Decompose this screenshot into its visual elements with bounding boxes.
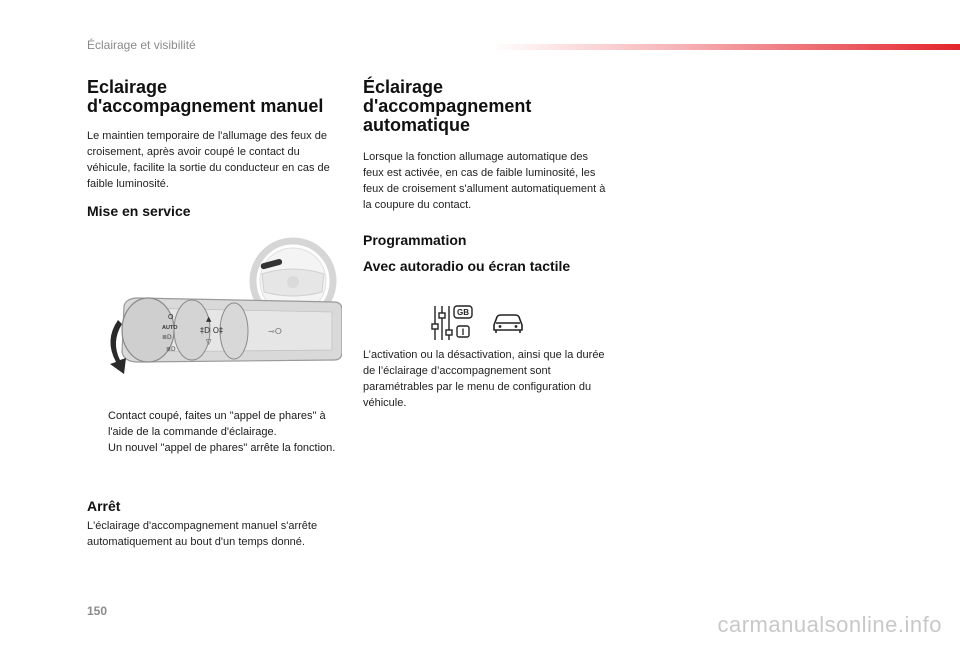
car-icon [491, 311, 525, 335]
activation-text: L’activation ou la désactivation, ainsi que la durée de l’éclairage d’accompagnement sont paramétrables par le menu de configuration du véhicule. [363, 349, 605, 409]
automatic-section-title [363, 78, 618, 135]
lighting-stalk-illustration [96, 236, 342, 376]
stalk-label-auto: AUTO [162, 325, 178, 331]
left-column [87, 78, 342, 116]
svg-text:‡D O‡: ‡D O‡ [200, 326, 223, 335]
arret-text: L'éclairage d'accompagnement manuel s'arrête automatiquement au bout d'un temps donné. [87, 520, 318, 548]
svg-text:⊸ⵔ: ⊸ⵔ [268, 327, 282, 336]
svg-text:▲: ▲ [206, 315, 212, 323]
chapter-title: Éclairage et visibilité [87, 38, 196, 52]
programmation-title: Programmation [363, 232, 467, 248]
key-symbol-icon [268, 327, 282, 336]
auto-title-line3: automatique [363, 115, 471, 135]
fog-light-symbol-icon [200, 326, 223, 335]
manual-intro-text: Le maintien temporaire de l'allumage des feux de croisement, après avoir coupé le contact du véhicule, facilite la sortie du conducteur en cas de faible luminosité. [87, 130, 330, 190]
svg-text:▽: ▽ [206, 338, 212, 346]
svg-text:≣D: ≣D [162, 334, 172, 341]
automatic-intro-text: Lorsque la fonction allumage automatique des feux est activée, en cas de faible luminosité, les feux de croisement s'allument automatiquement à la coupure du contact. [363, 151, 606, 211]
mise-en-service-title: Mise en service [87, 203, 191, 219]
manual-title-line2: d'accompagnement manuel [87, 96, 324, 116]
right-column [363, 78, 618, 135]
page-number: 150 [87, 604, 108, 618]
instruction-item: Contact coupé, faites un "appel de phares" à l'aide de la commande d'éclairage. [108, 410, 326, 438]
auto-title-line1: Éclairage [363, 77, 444, 97]
stalk-label-o: O [168, 314, 174, 321]
manual-title-line1: Eclairage [87, 77, 168, 97]
unit-badge-label: I [461, 327, 465, 337]
svg-text:≣D: ≣D [166, 346, 176, 353]
autoradio-subtitle: Avec autoradio ou écran tactile [363, 258, 571, 274]
manual-section-title [87, 78, 342, 116]
header-accent-bar [490, 44, 960, 50]
instruction-list [87, 408, 342, 456]
auto-title-line2: d'accompagnement [363, 96, 532, 116]
arret-title: Arrêt [87, 498, 121, 514]
watermark: carmanualsonline.info [717, 612, 942, 637]
language-badge-label: GB [457, 308, 469, 317]
settings-sliders-icon [430, 304, 474, 342]
instruction-item: Un nouvel "appel de phares" arrête la fonction. [108, 442, 336, 454]
